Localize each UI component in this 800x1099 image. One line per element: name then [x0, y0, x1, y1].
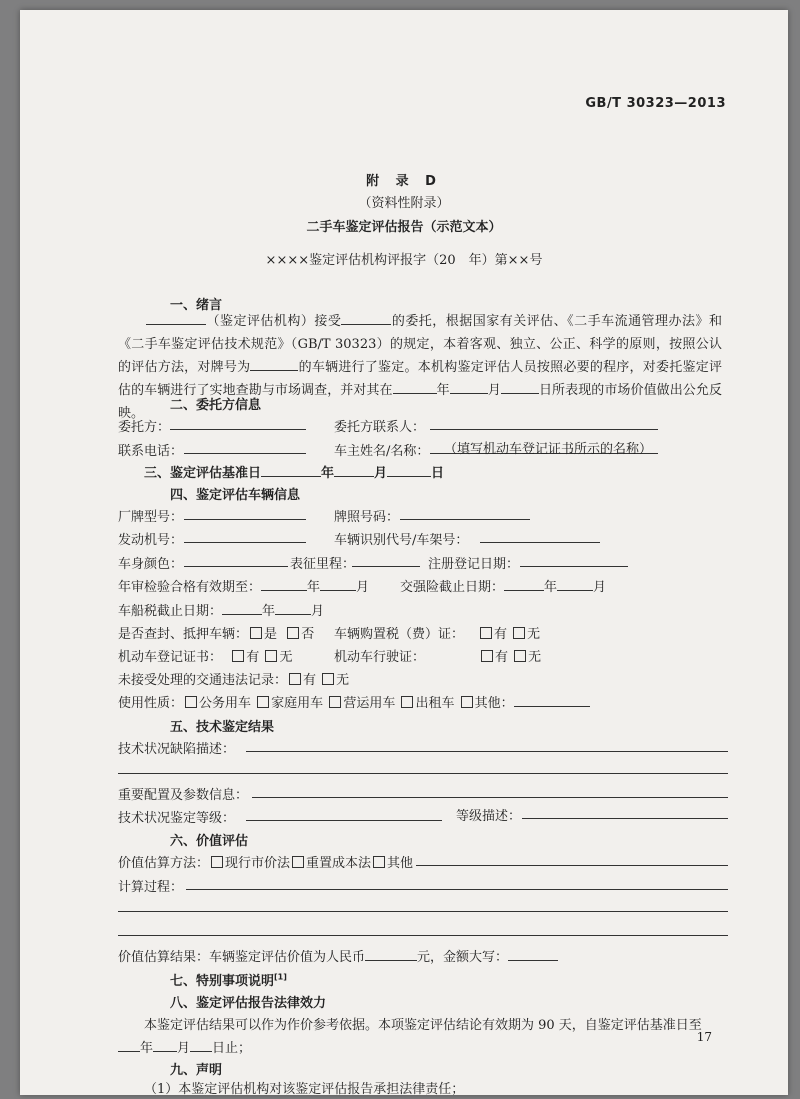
license-row: 机动车行驶证： 有 无 [334, 650, 542, 665]
report-title: 二手车鉴定评估报告（示范文本） [306, 220, 502, 235]
brand-label: 厂牌型号： [118, 510, 184, 525]
calc-line-2[interactable] [118, 911, 728, 912]
appendix-title: 附 录 D [366, 174, 442, 189]
brand-field[interactable] [184, 519, 306, 520]
violations-have-checkbox[interactable] [289, 673, 301, 685]
section-6-heading: 六、价值评估 [170, 834, 249, 849]
mileage-label: 表征里程： [290, 557, 356, 572]
section-8-text: 本鉴定评估结果可以作为作价参考依据。本项鉴定评估结论有效期为 90 天，自鉴定评估基准日至 [144, 1018, 702, 1033]
section-3-heading: 三、鉴定评估基准日 年 月 日 [144, 462, 444, 481]
plate-field[interactable] [400, 519, 530, 520]
color-field[interactable] [184, 566, 288, 567]
section-7-heading: 七、特别事项说明[1] [170, 972, 287, 989]
reg-cert-have-checkbox[interactable] [232, 650, 244, 662]
vin-label: 车辆识别代号/车架号： [334, 533, 469, 548]
mileage-field[interactable] [352, 566, 420, 567]
usage-row: 使用性质： 公务用车 家庭用车 营运用车 出租车 其他： [118, 692, 590, 711]
phone-field[interactable] [184, 453, 306, 454]
calc-label: 计算过程： [118, 880, 184, 895]
insurance-row: 交强险截止日期： 年 月 [400, 576, 606, 595]
usage-official-checkbox[interactable] [185, 696, 197, 708]
method-other-checkbox[interactable] [373, 856, 385, 868]
calc-line-3[interactable] [118, 935, 728, 936]
violations-row: 未接受处理的交通违法记录： 有 无 [118, 673, 350, 688]
section-2-heading: 二、委托方信息 [170, 398, 262, 413]
calc-field[interactable] [186, 889, 728, 890]
purchase-tax-row: 车辆购置税（费）证： 有 无 [334, 627, 541, 642]
grade-label: 技术状况鉴定等级： [118, 811, 236, 826]
grade-desc-field[interactable] [522, 818, 728, 819]
defects-field[interactable] [246, 751, 728, 752]
client-label: 委托方： [118, 420, 171, 435]
defects-line-2[interactable] [118, 773, 728, 774]
client-field[interactable] [170, 429, 306, 430]
inspection-row: 年审检验合格有效期至： 年 月 [118, 576, 369, 595]
phone-label: 联系电话： [118, 444, 184, 459]
tax-row: 车船税截止日期： 年 月 [118, 600, 324, 619]
config-label: 重要配置及参数信息： [118, 788, 249, 803]
report-number: ××××鉴定评估机构评报字（20 年）第××号 [265, 253, 543, 268]
method-market-checkbox[interactable] [211, 856, 223, 868]
grade-field[interactable] [246, 820, 442, 821]
engine-field[interactable] [184, 542, 306, 543]
owner-label: 车主姓名/名称： [334, 444, 430, 459]
contact-label: 委托方联系人： [334, 420, 426, 435]
section-4-heading: 四、鉴定评估车辆信息 [170, 488, 301, 503]
defects-label: 技术状况缺陷描述： [118, 742, 236, 757]
violations-none-checkbox[interactable] [322, 673, 334, 685]
section-8-date: 年 月 日止； [118, 1037, 251, 1056]
reg-date-field[interactable] [520, 566, 628, 567]
usage-other-checkbox[interactable] [461, 696, 473, 708]
reg-cert-row: 机动车登记证书： 有 无 [118, 650, 293, 665]
statement-item-1: （1）本鉴定评估机构对该鉴定评估报告承担法律责任； [144, 1082, 465, 1095]
method-replacement-checkbox[interactable] [292, 856, 304, 868]
usage-taxi-checkbox[interactable] [401, 696, 413, 708]
seized-row: 是否查封、抵押车辆： 是 否 [118, 627, 315, 642]
purchase-tax-none-checkbox[interactable] [513, 627, 525, 639]
license-none-checkbox[interactable] [514, 650, 526, 662]
method-row: 价值估算方法： 现行市价法 重置成本法 其他 [118, 856, 414, 871]
section-5-heading: 五、技术鉴定结果 [170, 720, 275, 735]
section-9-heading: 九、声明 [170, 1063, 223, 1078]
reg-cert-none-checkbox[interactable] [265, 650, 277, 662]
seized-yes-checkbox[interactable] [250, 627, 262, 639]
section-1-heading: 一、绪言 [170, 298, 223, 313]
owner-hint: （填写机动车登记证书所示的名称） [444, 442, 653, 457]
section-8-heading: 八、鉴定评估报告法律效力 [170, 996, 327, 1011]
usage-family-checkbox[interactable] [257, 696, 269, 708]
license-have-checkbox[interactable] [481, 650, 493, 662]
section-1-paragraph: （鉴定评估机构）接受 的委托，根据国家有关评估、《二手车流通管理办法》和《二手车鉴定评估技术规范》（GB/T 30323）的规定，本着客观、独立、公正、科学的原则，按照公认的评估方法，对牌号为 的车辆进行了鉴定。本机构鉴定评估人员按照必要的程序，对委托鉴定评估的车辆进行了实地查勘与市场调查，并对其在 年 月 日所表现的市场价值做出公允反映。 [118, 310, 722, 425]
contact-field[interactable] [430, 429, 658, 430]
grade-desc-label: 等级描述： [456, 809, 522, 824]
standard-code: GB/T 30323—2013 [585, 96, 726, 111]
page-number: 17 [696, 1030, 712, 1044]
method-other-field[interactable] [416, 865, 728, 866]
purchase-tax-have-checkbox[interactable] [480, 627, 492, 639]
document-page [20, 10, 788, 1095]
config-field[interactable] [252, 797, 728, 798]
engine-label: 发动机号： [118, 533, 184, 548]
plate-label: 牌照号码： [334, 510, 400, 525]
appendix-type: （资料性附录） [358, 196, 450, 211]
reg-date-label: 注册登记日期： [428, 557, 520, 572]
vin-field[interactable] [480, 542, 600, 543]
usage-commercial-checkbox[interactable] [329, 696, 341, 708]
seized-no-checkbox[interactable] [287, 627, 299, 639]
color-label: 车身颜色： [118, 557, 184, 572]
result-row: 价值估算结果：车辆鉴定评估价值为人民币 元，金额大写： [118, 946, 558, 965]
